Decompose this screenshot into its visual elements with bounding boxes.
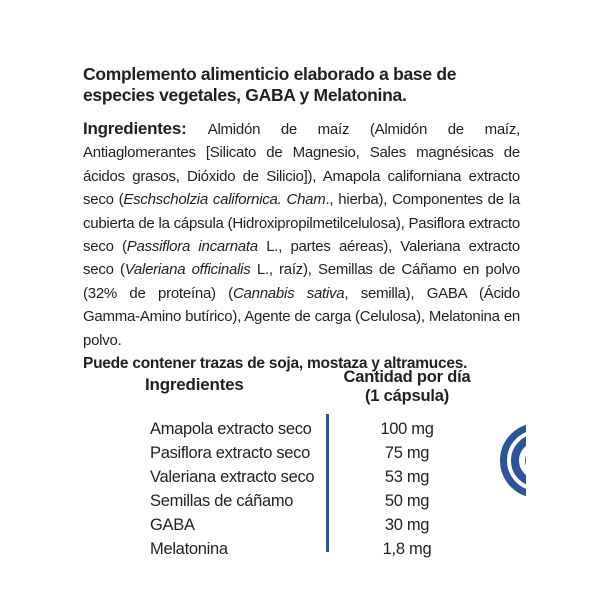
ingredients-block: [83, 117, 520, 375]
ingredients-column-header: Ingredientes: [145, 375, 244, 394]
ingredient-amount: 30 mg: [384, 515, 430, 534]
table-row: [145, 513, 487, 537]
seal-emblem-clipped: [500, 423, 526, 498]
dosage-table: [145, 368, 487, 561]
amount-header-line2: (1 cápsula): [365, 387, 449, 406]
ingredient-amount: 100 mg: [380, 419, 434, 438]
ingredient-amount: 53 mg: [384, 467, 430, 486]
ingredient-amount: 75 mg: [384, 443, 430, 462]
dosage-table-body: [145, 417, 487, 561]
ingredient-name: Pasiflora extracto seco: [150, 443, 311, 462]
amount-column-header: [327, 368, 487, 407]
ingredient-name: GABA: [150, 515, 195, 534]
allergen-warning: Puede contener trazas de soja, mostaza y altramuces.: [83, 355, 468, 373]
ingredient-name: Amapola extracto seco: [150, 419, 312, 438]
table-row: [145, 465, 487, 489]
amount-header-line1: Cantidad por día: [343, 368, 471, 386]
ingredient-amount: 50 mg: [384, 491, 430, 510]
table-row: [145, 489, 487, 513]
ingredient-name: Melatonina: [150, 539, 228, 558]
ingredient-name: Semillas de cáñamo: [150, 491, 294, 510]
dosage-table-header: [145, 368, 487, 407]
ingredient-name: Valeriana extracto seco: [150, 467, 315, 486]
product-description: Complemento alimenticio elaborado a base de especies vegetales, GABA y Melatonina.: [83, 64, 457, 106]
ingredient-amount: 1,8 mg: [382, 539, 432, 558]
ingredients-paragraph: Ingredientes: Almidón de maíz (Almidón de maíz, Antiaglomerantes [Silicato de Magnesio, Sales magnésicas de ácidos grasos, Dióxido de Silicio]), Amapola californiana extracto seco (Eschscholzia californica. Cham., hierba), Componentes de la cubierta de la cápsula (Hidroxipropilmetilcelulosa), Pasiflora extracto seco (Passiflora incarnata L., partes aéreas), Valeriana extracto seco (Valeriana officinalis L., raíz), Semillas de Cáñamo en polvo (32% de proteína) (Cannabis sativa, semilla), GABA (Ácido Gamma-Amino butírico), Agente de carga (Celulosa), Melatonina en polvo.: [83, 119, 520, 349]
table-row: [145, 441, 487, 465]
table-row: [145, 417, 487, 441]
table-row: [145, 537, 487, 561]
column-divider-rule: [326, 414, 329, 552]
